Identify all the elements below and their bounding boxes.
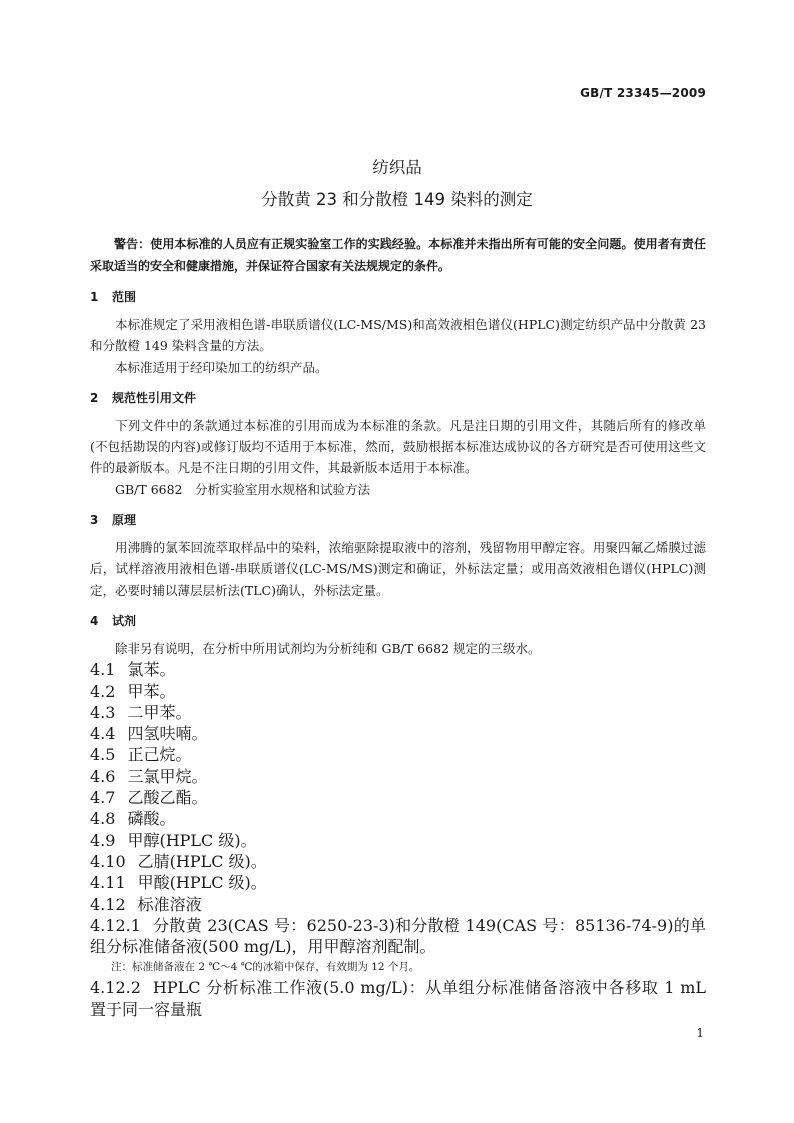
paragraph: 本标准适用于经印染加工的纺织产品。 — [115, 359, 328, 375]
list-item — [90, 830, 706, 851]
paragraph: 下列文件中的条款通过本标准的引用而成为本标准的条款。凡是注日期的引用文件，其随后所有的修改单(不包括勘误的内容)或修订版均不适用于本标准，然而，鼓励根据本标准达成协议的各方研究是否可使用这些文件的最新版本。凡是不注日期的引用文件，其最新版本适用于本标准。 — [90, 417, 706, 476]
item-text: 磷酸。 — [127, 809, 176, 829]
section-number: 4 — [90, 613, 99, 628]
item-text: 标准溶液 — [137, 894, 202, 914]
item-number: 4.4 — [90, 724, 116, 744]
standard-code: GB/T 23345—2009 — [580, 86, 706, 100]
list-item — [90, 872, 706, 893]
item-text: HPLC 分析标准工作液(5.0 mg/L)：从单组分标准储备溶液中各移取 1 mL 置于同一容量瓶 — [90, 978, 706, 1019]
list-item — [90, 766, 706, 787]
section-title: 试剂 — [112, 613, 137, 628]
list-item — [90, 681, 706, 702]
list-item — [90, 977, 706, 1020]
section-title: 规范性引用文件 — [112, 390, 197, 405]
section-heading-normative-references — [90, 388, 706, 408]
list-item — [90, 744, 706, 765]
item-number: 4.8 — [90, 809, 116, 829]
page-number: 1 — [696, 1026, 704, 1040]
item-text: 氯苯。 — [127, 660, 176, 680]
item-number: 4.1 — [90, 660, 116, 680]
item-text: 三氯甲烷。 — [127, 766, 208, 786]
list-item — [90, 723, 706, 744]
section-title: 范围 — [112, 290, 137, 304]
item-number: 4.12 — [90, 894, 126, 914]
item-number: 4.12.1 — [90, 915, 141, 935]
item-number: 4.10 — [90, 851, 126, 871]
document-body — [90, 234, 706, 1020]
item-number: 4.5 — [90, 745, 116, 765]
list-item — [90, 659, 706, 680]
list-item — [90, 915, 706, 958]
item-text: 分散黄 23(CAS 号：6250-23-3)和分散橙 149(CAS 号：85136-74-9)的单组分标准储备液(500 mg/L)，用甲醇溶剂配制。 — [90, 915, 706, 957]
list-item — [90, 851, 706, 872]
item-number: 4.3 — [90, 702, 116, 722]
item-number: 4.6 — [90, 766, 116, 786]
section-title: 原理 — [112, 513, 137, 528]
item-text: 甲酸(HPLC 级)。 — [137, 873, 267, 893]
note: 注：标准储备液在 2 ℃～4 ℃的冰箱中保存，有效期为 12 个月。 — [111, 961, 420, 974]
item-number: 4.2 — [90, 681, 116, 701]
list-item — [90, 702, 706, 723]
item-text: 乙腈(HPLC 级)。 — [137, 851, 267, 871]
item-text: 二甲苯。 — [127, 702, 192, 722]
paragraph: 除非另有说明，在分析中所用试剂均为分析纯和 GB/T 6682 规定的三级水。 — [115, 640, 541, 656]
paragraph: 用沸腾的氯苯回流萃取样品中的染料，浓缩驱除提取液中的溶剂，残留物用甲醇定容。用聚四氟乙烯膜过滤后，试样溶液用液相色谱-串联质谱仪(LC-MS/MS)测定和确证，外标法定量；或用高效液相色谱仪(HPLC)测定，必要时辅以薄层层析法(TLC)确认，外标法定量。 — [90, 540, 706, 598]
document-title — [0, 152, 794, 216]
reference-entry: GB/T 6682 分析实验室用水规格和试验方法 — [115, 481, 371, 497]
section-number: 1 — [90, 290, 99, 304]
list-item — [90, 808, 706, 829]
section-heading-scope — [90, 287, 706, 307]
item-text: 乙酸乙酯。 — [127, 788, 208, 808]
item-number: 4.12.2 — [90, 978, 141, 998]
section-heading-principle — [90, 510, 706, 530]
item-text: 甲苯。 — [127, 681, 176, 701]
section-heading-reagents — [90, 611, 706, 631]
section-number: 3 — [90, 513, 99, 528]
safety-warning: 警告：使用本标准的人员应有正规实验室工作的实践经验。本标准并未指出所有可能的安全问题。使用者有责任采取适当的安全和健康措施，并保证符合国家有关法规规定的条件。 — [90, 237, 706, 273]
item-number: 4.11 — [90, 873, 126, 893]
title-line-2: 分散黄 23 和分散橙 149 染料的测定 — [261, 190, 533, 209]
list-item — [90, 787, 706, 808]
title-line-1: 纺织品 — [372, 158, 422, 177]
list-item — [90, 894, 706, 915]
item-text: 甲醇(HPLC 级)。 — [127, 830, 257, 850]
item-number: 4.7 — [90, 788, 116, 808]
item-text: 四氢呋喃。 — [127, 724, 208, 744]
item-text: 正己烷。 — [127, 745, 192, 765]
section-number: 2 — [90, 390, 99, 405]
item-number: 4.9 — [90, 830, 116, 850]
paragraph: 本标准规定了采用液相色谱-串联质谱仪(LC-MS/MS)和高效液相色谱仪(HPLC)测定纺织产品中分散黄 23 和分散橙 149 染料含量的方法。 — [90, 317, 706, 354]
